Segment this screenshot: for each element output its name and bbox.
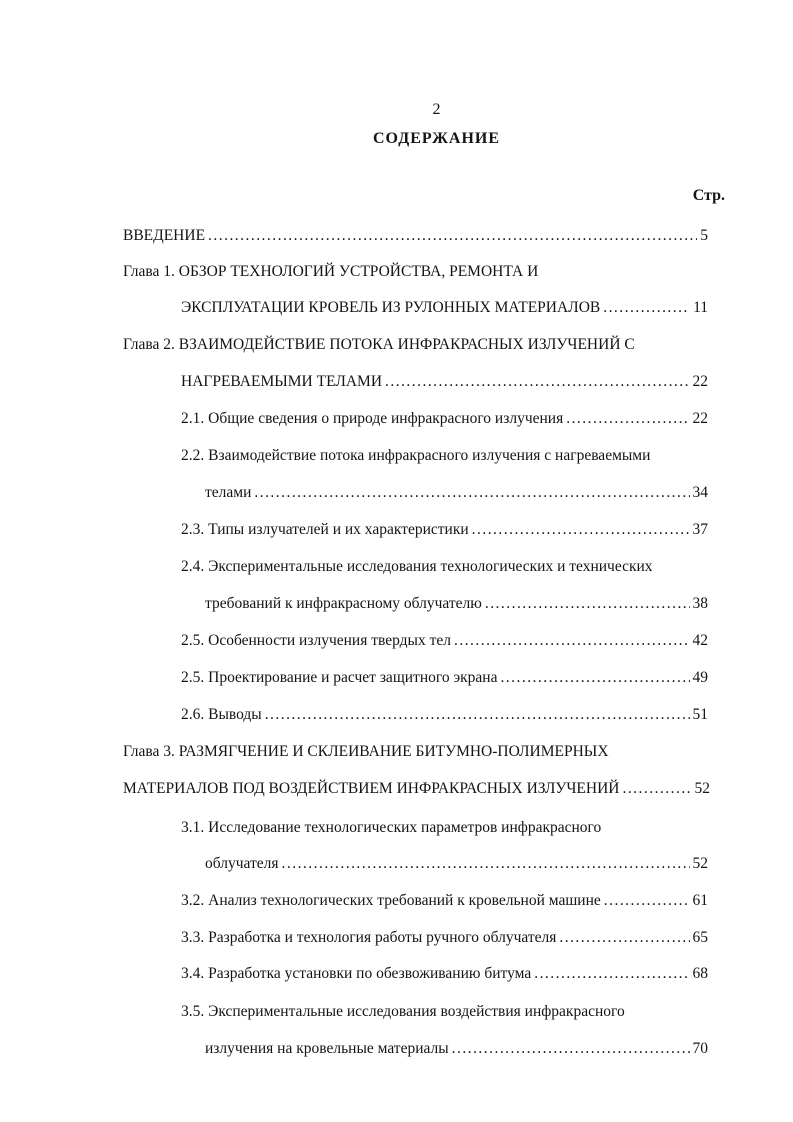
- toc-entry-2-4: [205, 594, 708, 614]
- toc-entry-title: излучения на кровельные материалы: [205, 1040, 449, 1057]
- toc-entry-2-1: [181, 409, 708, 429]
- toc-entry-page: 22: [692, 373, 708, 390]
- toc-entry-page: 52: [694, 780, 710, 797]
- page-number: 2: [432, 101, 441, 118]
- toc-entry-page: 65: [692, 929, 708, 946]
- toc-dot-leader: [500, 668, 689, 688]
- toc-dot-leader: [254, 483, 689, 503]
- toc-entry-page: 22: [692, 410, 708, 427]
- toc-entry-3-4: [181, 964, 708, 984]
- toc-dot-leader: [265, 705, 690, 725]
- toc-dot-leader: [454, 631, 690, 651]
- toc-entry-title: НАГРЕВАЕМЫМИ ТЕЛАМИ: [181, 373, 383, 390]
- toc-chapter-2-line1: Глава 2. ВЗАИМОДЕЙСТВИЕ ПОТОКА ИНФРАКРАСНЫХ ИЗЛУЧЕНИЙ С: [123, 336, 635, 353]
- toc-entry-2-5-screen: [181, 668, 708, 688]
- toc-entry-page: 11: [693, 299, 708, 316]
- toc-entry-title: требований к инфракрасному облучателю: [205, 595, 482, 612]
- toc-entry-page: 37: [692, 521, 708, 538]
- toc-dot-leader: [622, 779, 691, 799]
- toc-entry-3-5: [205, 1039, 708, 1059]
- toc-entry-page: 61: [692, 892, 708, 909]
- toc-dot-leader: [282, 854, 690, 874]
- page-column-label: Стр.: [692, 187, 725, 204]
- toc-entry-page: 34: [692, 484, 708, 501]
- toc-2-4-line1: 2.4. Экспериментальные исследования технологических и технических: [181, 558, 653, 575]
- toc-entry-title: ЭКСПЛУАТАЦИИ КРОВЕЛЬ ИЗ РУЛОННЫХ МАТЕРИАЛОВ: [181, 299, 601, 316]
- toc-dot-leader: [485, 594, 690, 614]
- toc-entry-title: ВВЕДЕНИЕ: [123, 227, 206, 244]
- toc-dot-leader: [604, 891, 690, 911]
- toc-dot-leader: [559, 928, 689, 948]
- toc-entry-title: облучателя: [205, 855, 279, 872]
- toc-dot-leader: [385, 372, 689, 392]
- toc-chapter-3-line1: Глава 3. РАЗМЯГЧЕНИЕ И СКЛЕИВАНИЕ БИТУМНО-ПОЛИМЕРНЫХ: [123, 743, 609, 760]
- toc-dot-leader: [472, 520, 690, 540]
- toc-entry-page: 51: [692, 706, 708, 723]
- toc-entry-page: 38: [692, 595, 708, 612]
- toc-entry-page: 52: [692, 855, 708, 872]
- toc-entry-2-2: [205, 483, 708, 503]
- toc-entry-3-1: [205, 854, 708, 874]
- toc-dot-leader: [452, 1039, 690, 1059]
- toc-entry-chapter-3: [123, 779, 710, 799]
- toc-entry-title: 2.5. Проектирование и расчет защитного экрана: [181, 669, 498, 686]
- toc-entry-3-2: [181, 891, 708, 911]
- toc-dot-leader: [566, 409, 689, 429]
- toc-entry-title: телами: [205, 484, 252, 501]
- toc-entry-intro: [123, 226, 708, 246]
- toc-entry-page: 68: [692, 965, 708, 982]
- toc-entry-chapter-1: [181, 298, 708, 318]
- toc-entry-title: 2.3. Типы излучателей и их характеристики: [181, 521, 469, 538]
- toc-entry-title: 2.6. Выводы: [181, 706, 262, 723]
- toc-entry-title: МАТЕРИАЛОВ ПОД ВОЗДЕЙСТВИЕМ ИНФРАКРАСНЫХ ИЗЛУЧЕНИЙ: [123, 780, 620, 797]
- toc-2-2-line1: 2.2. Взаимодействие потока инфракрасного излучения с нагреваемыми: [181, 447, 651, 464]
- toc-entry-2-6: [181, 705, 708, 725]
- toc-entry-page: 42: [692, 632, 708, 649]
- toc-entry-title: 3.2. Анализ технологических требований к кровельной машине: [181, 892, 601, 909]
- toc-entry-3-3: [181, 928, 708, 948]
- page-title: СОДЕРЖАНИЕ: [372, 130, 501, 147]
- toc-dot-leader: [603, 298, 690, 318]
- toc-entry-title: 2.5. Особенности излучения твердых тел: [181, 632, 451, 649]
- toc-entry-title: 2.1. Общие сведения о природе инфракрасного излучения: [181, 410, 564, 427]
- toc-entry-page: 70: [692, 1040, 708, 1057]
- toc-entry-2-3: [181, 520, 708, 540]
- toc-entry-2-5-solids: [181, 631, 708, 651]
- toc-chapter-1-line1: Глава 1. ОБЗОР ТЕХНОЛОГИЙ УСТРОЙСТВА, РЕМОНТА И: [123, 263, 539, 280]
- toc-3-5-line1: 3.5. Экспериментальные исследования воздействия инфракрасного: [181, 1003, 625, 1020]
- toc-dot-leader: [208, 226, 697, 246]
- toc-3-1-line1: 3.1. Исследование технологических параметров инфракрасного: [181, 819, 602, 836]
- toc-entry-page: 49: [692, 669, 708, 686]
- toc-dot-leader: [534, 964, 689, 984]
- toc-entry-page: 5: [700, 227, 708, 244]
- toc-entry-title: 3.4. Разработка установки по обезвоживанию битума: [181, 965, 532, 982]
- toc-entry-chapter-2: [181, 372, 708, 392]
- toc-entry-title: 3.3. Разработка и технология работы ручного облучателя: [181, 929, 557, 946]
